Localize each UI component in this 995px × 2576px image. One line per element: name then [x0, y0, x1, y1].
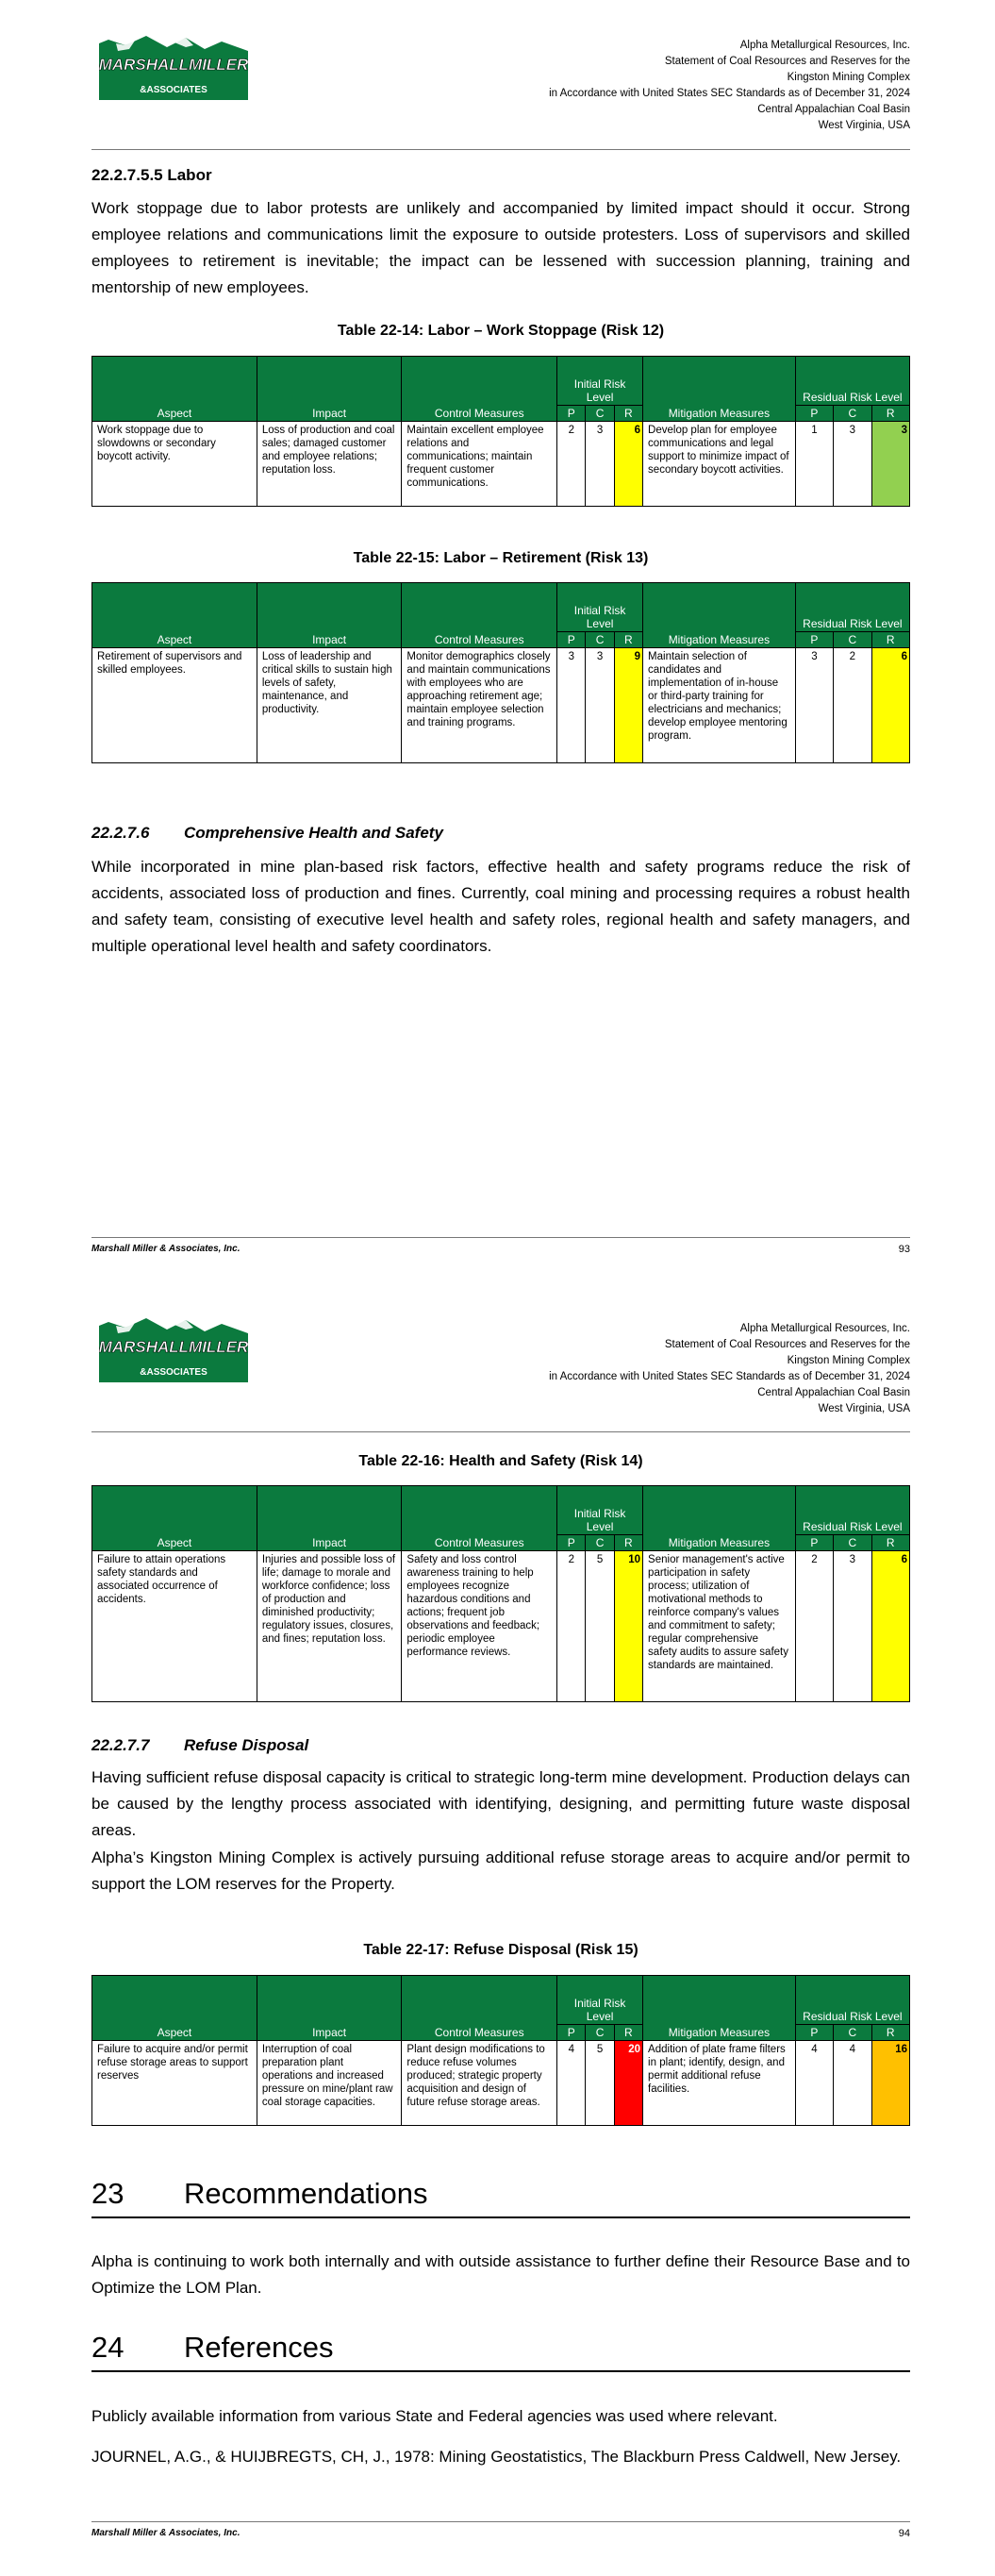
col-control: Control Measures: [402, 583, 557, 648]
col-r: R: [871, 2025, 909, 2041]
col-p: P: [795, 406, 833, 422]
col-r: R: [871, 406, 909, 422]
col-residual-risk: Residual Risk Level: [795, 357, 909, 406]
col-p: P: [795, 2025, 833, 2041]
col-control: Control Measures: [402, 1976, 557, 2041]
section-number: 24: [91, 2331, 124, 2364]
header-line: Kingston Mining Complex: [787, 72, 910, 83]
cell-residual-r: 16: [871, 2041, 909, 2126]
col-r: R: [614, 1535, 642, 1551]
cell-aspect: Retirement of supervisors and skilled employees.: [92, 648, 257, 763]
cell-initial-p: 2: [557, 422, 586, 507]
table-caption: Table 22-17: Refuse Disposal (Risk 15): [363, 1942, 638, 1958]
svg-text:MARSHALLMILLER: MARSHALLMILLER: [99, 56, 248, 74]
col-aspect: Aspect: [92, 583, 257, 648]
header-line: in Accordance with United States SEC Standards as of December 31, 2024: [549, 88, 910, 99]
document-header: [549, 38, 910, 134]
cell-aspect: Work stoppage due to slowdowns or secondary boycott activity.: [92, 422, 257, 507]
company-logo: [99, 34, 248, 100]
col-p: P: [557, 2025, 586, 2041]
cell-impact: Interruption of coal preparation plant operations and increased pressure on mine/plant raw coal storage capacities.: [257, 2041, 402, 2126]
svg-text:&ASSOCIATES: &ASSOCIATES: [140, 1367, 207, 1378]
col-mitigation: Mitigation Measures: [643, 1976, 796, 2041]
col-initial-risk: Initial Risk Level: [557, 583, 643, 632]
risk-table-15: [91, 582, 910, 763]
section-heading-recommendations: [91, 2177, 910, 2218]
col-p: P: [557, 632, 586, 648]
col-initial-risk: Initial Risk Level: [557, 1976, 643, 2025]
col-mitigation: Mitigation Measures: [643, 357, 796, 422]
col-r: R: [614, 2025, 642, 2041]
page-number: 93: [898, 1244, 910, 1255]
company-logo: [99, 1316, 248, 1382]
header-rule: [91, 149, 910, 150]
col-c: C: [586, 632, 614, 648]
col-control: Control Measures: [402, 1486, 557, 1551]
cell-aspect: Failure to attain operations safety standards and associated occurrence of accidents.: [92, 1551, 257, 1702]
header-line: Kingston Mining Complex: [787, 1355, 910, 1366]
col-mitigation: Mitigation Measures: [643, 583, 796, 648]
header-line: Statement of Coal Resources and Reserves for the: [664, 56, 910, 67]
footer-rule: [91, 2521, 910, 2522]
cell-control: Maintain excellent employee relations and communications; maintain frequent customer communications.: [402, 422, 557, 507]
col-r: R: [614, 632, 642, 648]
cell-mitigation: Maintain selection of candidates and implementation of in-house or third-party training for electricians and mechanics; develop employee mentoring program.: [643, 648, 796, 763]
table-row: [92, 1551, 910, 1702]
col-c: C: [834, 632, 871, 648]
col-impact: Impact: [257, 1486, 402, 1551]
section-title: References: [184, 2331, 334, 2364]
section-title: Refuse Disposal: [184, 1736, 309, 1754]
section-number: 22.2.7.6: [91, 824, 150, 842]
col-initial-risk: Initial Risk Level: [557, 1486, 643, 1535]
col-impact: Impact: [257, 1976, 402, 2041]
page-number: 94: [898, 2528, 910, 2539]
cell-initial-p: 4: [557, 2041, 586, 2126]
risk-table-17: [91, 1975, 910, 2126]
risk-table-16: [91, 1485, 910, 1702]
risk-table-14: [91, 356, 910, 507]
cell-residual-p: 4: [795, 2041, 833, 2126]
section-title: Comprehensive Health and Safety: [184, 824, 443, 842]
cell-initial-r: 9: [614, 648, 642, 763]
col-control: Control Measures: [402, 357, 557, 422]
references-paragraph-1: Publicly available information from various State and Federal agencies was used where relevant.: [91, 2407, 778, 2425]
header-line: Statement of Coal Resources and Reserves for the: [664, 1339, 910, 1350]
document-header: [549, 1321, 910, 1417]
refuse-paragraph-2: Alpha’s Kingston Mining Complex is actively pursuing additional refuse storage areas to acquire and/or permit to support the LOM reserves for the Property.: [91, 1848, 910, 1893]
section-number: 23: [91, 2177, 124, 2210]
col-c: C: [834, 2025, 871, 2041]
recommendations-paragraph: Alpha is continuing to work both internally and with outside assistance to further define their Resource Base and to Optimize the LOM Plan.: [91, 2252, 910, 2297]
cell-residual-c: 3: [834, 422, 871, 507]
col-initial-risk: Initial Risk Level: [557, 357, 643, 406]
cell-residual-c: 4: [834, 2041, 871, 2126]
col-c: C: [586, 406, 614, 422]
col-aspect: Aspect: [92, 1486, 257, 1551]
cell-impact: Loss of leadership and critical skills to sustain high levels of safety, maintenance, and productivity.: [257, 648, 402, 763]
col-r: R: [871, 632, 909, 648]
page-footer: [91, 1244, 910, 1254]
cell-residual-c: 2: [834, 648, 871, 763]
cell-mitigation: Addition of plate frame filters in plant; identify, design, and permit additional refuse facilities.: [643, 2041, 796, 2126]
header-line: Central Appalachian Coal Basin: [757, 1387, 910, 1398]
col-p: P: [557, 406, 586, 422]
table-caption: Table 22-16: Health and Safety (Risk 14): [358, 1453, 643, 1469]
svg-text:MARSHALLMILLER: MARSHALLMILLER: [99, 1338, 248, 1356]
col-impact: Impact: [257, 357, 402, 422]
cell-residual-r: 3: [871, 422, 909, 507]
footer-company: Marshall Miller & Associates, Inc.: [91, 2528, 240, 2538]
col-p: P: [557, 1535, 586, 1551]
col-c: C: [834, 406, 871, 422]
col-p: P: [795, 1535, 833, 1551]
section-heading-refuse: [91, 1736, 308, 1755]
cell-control: Monitor demographics closely and maintain communications with employees who are approaching retirement age; maintain employee selection and training programs.: [402, 648, 557, 763]
col-mitigation: Mitigation Measures: [643, 1486, 796, 1551]
cell-residual-c: 3: [834, 1551, 871, 1702]
page-footer: [91, 2528, 910, 2538]
section-title: Recommendations: [184, 2177, 428, 2210]
header-line: Central Appalachian Coal Basin: [757, 104, 910, 115]
cell-initial-c: 3: [586, 422, 614, 507]
section-heading-references: [91, 2331, 910, 2372]
header-line: West Virginia, USA: [818, 120, 910, 131]
section-heading-labor: 22.2.7.5.5 Labor: [91, 166, 212, 184]
header-line: Alpha Metallurgical Resources, Inc.: [739, 40, 910, 51]
cell-control: Plant design modifications to reduce refuse volumes produced; strategic property acquisition and design of future refuse storage areas.: [402, 2041, 557, 2126]
cell-initial-r: 10: [614, 1551, 642, 1702]
header-line: West Virginia, USA: [818, 1403, 910, 1414]
cell-initial-r: 20: [614, 2041, 642, 2126]
col-r: R: [871, 1535, 909, 1551]
col-residual-risk: Residual Risk Level: [795, 583, 909, 632]
col-c: C: [586, 1535, 614, 1551]
col-impact: Impact: [257, 583, 402, 648]
cell-mitigation: Senior management's active participation in safety process; utilization of motivational methods to reinforce company's values and commitment to safety; regular comprehensive safety audits to assure safety standards are maintained.: [643, 1551, 796, 1702]
cell-initial-c: 5: [586, 1551, 614, 1702]
col-c: C: [834, 1535, 871, 1551]
cell-residual-p: 3: [795, 648, 833, 763]
footer-rule: [91, 1237, 910, 1238]
cell-initial-c: 3: [586, 648, 614, 763]
svg-text:&ASSOCIATES: &ASSOCIATES: [140, 85, 207, 95]
header-line: Alpha Metallurgical Resources, Inc.: [739, 1323, 910, 1334]
col-residual-risk: Residual Risk Level: [795, 1486, 909, 1535]
table-row: [92, 648, 910, 763]
table-row: [92, 2041, 910, 2126]
cell-initial-p: 2: [557, 1551, 586, 1702]
header-line: in Accordance with United States SEC Standards as of December 31, 2024: [549, 1371, 910, 1382]
cell-impact: Loss of production and coal sales; damaged customer and employee relations; reputation loss.: [257, 422, 402, 507]
page-94: [0, 1288, 995, 2576]
cell-residual-r: 6: [871, 1551, 909, 1702]
footer-company: Marshall Miller & Associates, Inc.: [91, 1244, 240, 1254]
labor-paragraph: Work stoppage due to labor protests are unlikely and accompanied by limited impact should it occur. Strong employee relations and communications limit the exposure to outside protesters. Loss of supervisors and skilled employees to retirement is inevitable; the impact can be lessened with succession planning, training and mentorship of new employees.: [91, 199, 910, 296]
col-residual-risk: Residual Risk Level: [795, 1976, 909, 2025]
col-p: P: [795, 632, 833, 648]
health-paragraph: While incorporated in mine plan-based risk factors, effective health and safety programs reduce the risk of accidents, associated loss of production and fines. Currently, coal mining and processing requires a robust health and safety team, consisting of executive level health and safety roles, regional health and safety managers, and multiple operational level health and safety coordinators.: [91, 858, 910, 955]
cell-initial-c: 5: [586, 2041, 614, 2126]
col-aspect: Aspect: [92, 357, 257, 422]
cell-control: Safety and loss control awareness training to help employees recognize hazardous conditions and actions; frequent job observations and feedback; periodic employee performance reviews.: [402, 1551, 557, 1702]
cell-residual-r: 6: [871, 648, 909, 763]
cell-mitigation: Develop plan for employee communications and legal support to minimize impact of secondary boycott activities.: [643, 422, 796, 507]
cell-residual-p: 1: [795, 422, 833, 507]
header-rule: [91, 1431, 910, 1432]
section-number: 22.2.7.7: [91, 1736, 150, 1754]
col-r: R: [614, 406, 642, 422]
cell-aspect: Failure to acquire and/or permit refuse storage areas to support reserves: [92, 2041, 257, 2126]
refuse-paragraph-1: Having sufficient refuse disposal capacity is critical to strategic long-term mine development. Production delays can be caused by the lengthy process associated with identifying, designing, and permitting future waste disposal areas.: [91, 1768, 910, 1839]
col-c: C: [586, 2025, 614, 2041]
table-row: [92, 422, 910, 507]
section-heading-health: [91, 824, 443, 843]
cell-initial-p: 3: [557, 648, 586, 763]
table-caption: Table 22-15: Labor – Retirement (Risk 13): [353, 550, 649, 566]
cell-impact: Injuries and possible loss of life; damage to morale and workforce confidence; loss of production and diminished productivity; regulatory issues, closures, and fines; reputation loss.: [257, 1551, 402, 1702]
cell-residual-p: 2: [795, 1551, 833, 1702]
col-aspect: Aspect: [92, 1976, 257, 2041]
cell-initial-r: 6: [614, 422, 642, 507]
table-caption: Table 22-14: Labor – Work Stoppage (Risk 12): [337, 323, 665, 339]
references-paragraph-2: JOURNEL, A.G., & HUIJBREGTS, CH, J., 1978: Mining Geostatistics, The Blackburn Press Caldwell, New Jersey.: [91, 2448, 902, 2466]
